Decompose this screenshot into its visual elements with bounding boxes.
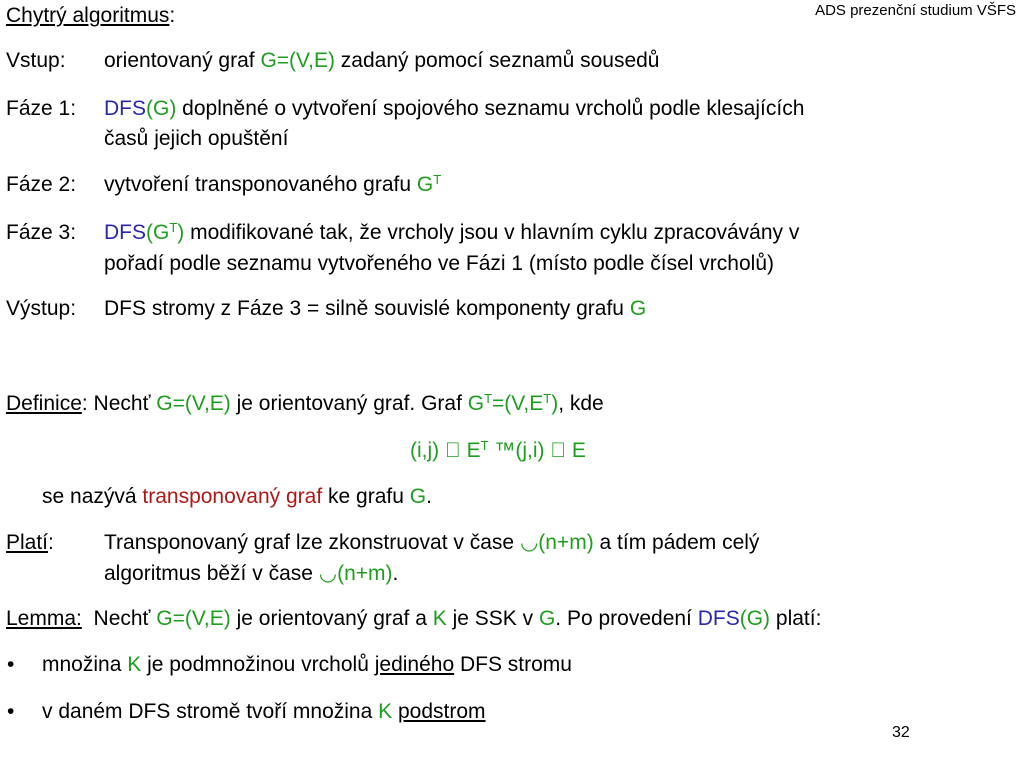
definition-line (6, 391, 604, 417)
text-run: . Po provedení (555, 607, 698, 630)
text-run: a tím pádem celý (593, 531, 760, 554)
dfs-ref: DFS (104, 97, 146, 120)
bullet-marker: • (7, 653, 15, 676)
step-text (104, 296, 646, 322)
text-run: . (426, 485, 432, 508)
graph-ref: G (629, 297, 647, 320)
text-run: Nechť (81, 607, 157, 630)
emphasis: jediného (374, 653, 455, 676)
dfs-ref: DFS (104, 221, 146, 244)
text-run: . (392, 562, 399, 585)
definition-formula (410, 438, 586, 464)
text-run: algoritmus běží v čase (104, 562, 319, 585)
text-run: orientovaný graf (104, 49, 261, 72)
plati-label: Platí (6, 531, 49, 554)
emphasis: podstrom (397, 700, 486, 723)
text-run: množina (42, 653, 128, 676)
course-header: ADS prezenční studium VŠFS (815, 2, 1016, 19)
set-ref: K (127, 653, 142, 676)
superscript-t: T (169, 220, 178, 235)
graph-ref: G (538, 607, 556, 630)
superscript-t: T (433, 172, 442, 187)
complexity: ◡(n+m) (519, 531, 594, 554)
plati-label-group (6, 530, 54, 556)
text-run: je orientovaný graf. Graf (230, 392, 468, 415)
title-text: Chytrý algoritmus (6, 4, 170, 27)
text-run: se nazývá (42, 485, 143, 508)
graph-ref: G (409, 485, 427, 508)
text-run: v daném DFS stromě tvoří množina (42, 700, 379, 723)
text-run: platí: (770, 607, 822, 630)
formula-part: (i,j) E (410, 439, 459, 462)
text-run: modifikované tak, že vrcholy jsou v hlavním cyklu zpracovávány v (184, 221, 800, 244)
term-highlight: transponovaný graf (142, 485, 323, 508)
dfs-ref: DFS (697, 607, 740, 630)
graph-ref: G=(V,E) (156, 392, 231, 415)
definition-conclusion (42, 484, 432, 510)
superscript-t: T (543, 391, 552, 406)
graph-ref: ) (177, 221, 185, 244)
step-text (104, 220, 799, 246)
graph-ref: G=(V,E) (260, 49, 335, 72)
page-number: 32 (892, 724, 910, 741)
text-run: je podmnožinou vrcholů (141, 653, 375, 676)
plati-text (104, 530, 759, 556)
set-ref: K (378, 700, 393, 723)
text-run: vytvoření transponovaného grafu (104, 173, 417, 196)
bullet-marker: • (7, 700, 15, 723)
graph-ref: =(V,E (492, 392, 544, 415)
graph-ref: (G (146, 221, 170, 244)
plati-colon: : (48, 531, 54, 554)
step-label: Vstup: (6, 49, 66, 72)
step-faze1-cont: časů jejich opuštění (104, 127, 289, 150)
text-run: Transponovaný graf lze zkonstruovat v čase (104, 531, 520, 554)
text-run: : Nechť (81, 392, 157, 415)
superscript-t: T (484, 391, 493, 406)
title-colon: : (169, 4, 176, 27)
text-run: zadaný pomocí seznamů sousedů (334, 49, 660, 72)
step-label: Výstup: (6, 297, 77, 320)
superscript-t: T (459, 438, 467, 453)
graph-ref: (G) (739, 607, 771, 630)
graph-ref: G (467, 392, 485, 415)
text-run: , kde (558, 392, 604, 415)
slide-title (6, 3, 175, 29)
text-run: je orientovaný graf a (230, 607, 433, 630)
step-text (104, 172, 441, 198)
bullet-text (42, 652, 572, 678)
lemma-line (6, 606, 821, 632)
plati-cont (104, 561, 398, 587)
graph-ref: ) (551, 392, 559, 415)
text-run: DFS stromy z Fáze 3 = silně souvislé komponenty grafu (104, 297, 630, 320)
step-text (104, 96, 804, 122)
graph-ref: G=(V,E) (156, 607, 231, 630)
step-text (104, 48, 659, 74)
text-run: DFS stromu (454, 653, 572, 676)
text-run: je SSK v (446, 607, 539, 630)
step-label: Fáze 3: (6, 221, 77, 244)
text-run: ke grafu (322, 485, 410, 508)
step-label: Fáze 2: (6, 173, 77, 196)
graph-ref: G (416, 173, 434, 196)
step-faze3-cont: pořadí podle seznamu vytvořeného ve Fázi 1 (místo podle čísel vrcholů) (104, 252, 775, 275)
set-ref: K (432, 607, 447, 630)
text-run: doplněné o vytvoření spojového seznamu vrcholů podle klesajících (176, 97, 805, 120)
graph-ref: (G) (146, 97, 177, 120)
step-label: Fáze 1: (6, 97, 77, 120)
formula-part: ™(j,i) E (466, 439, 543, 462)
definition-label: Definice (6, 392, 82, 415)
lemma-label: Lemma: (6, 607, 82, 630)
bullet-text (42, 699, 486, 725)
complexity: ◡(n+m) (318, 562, 393, 585)
